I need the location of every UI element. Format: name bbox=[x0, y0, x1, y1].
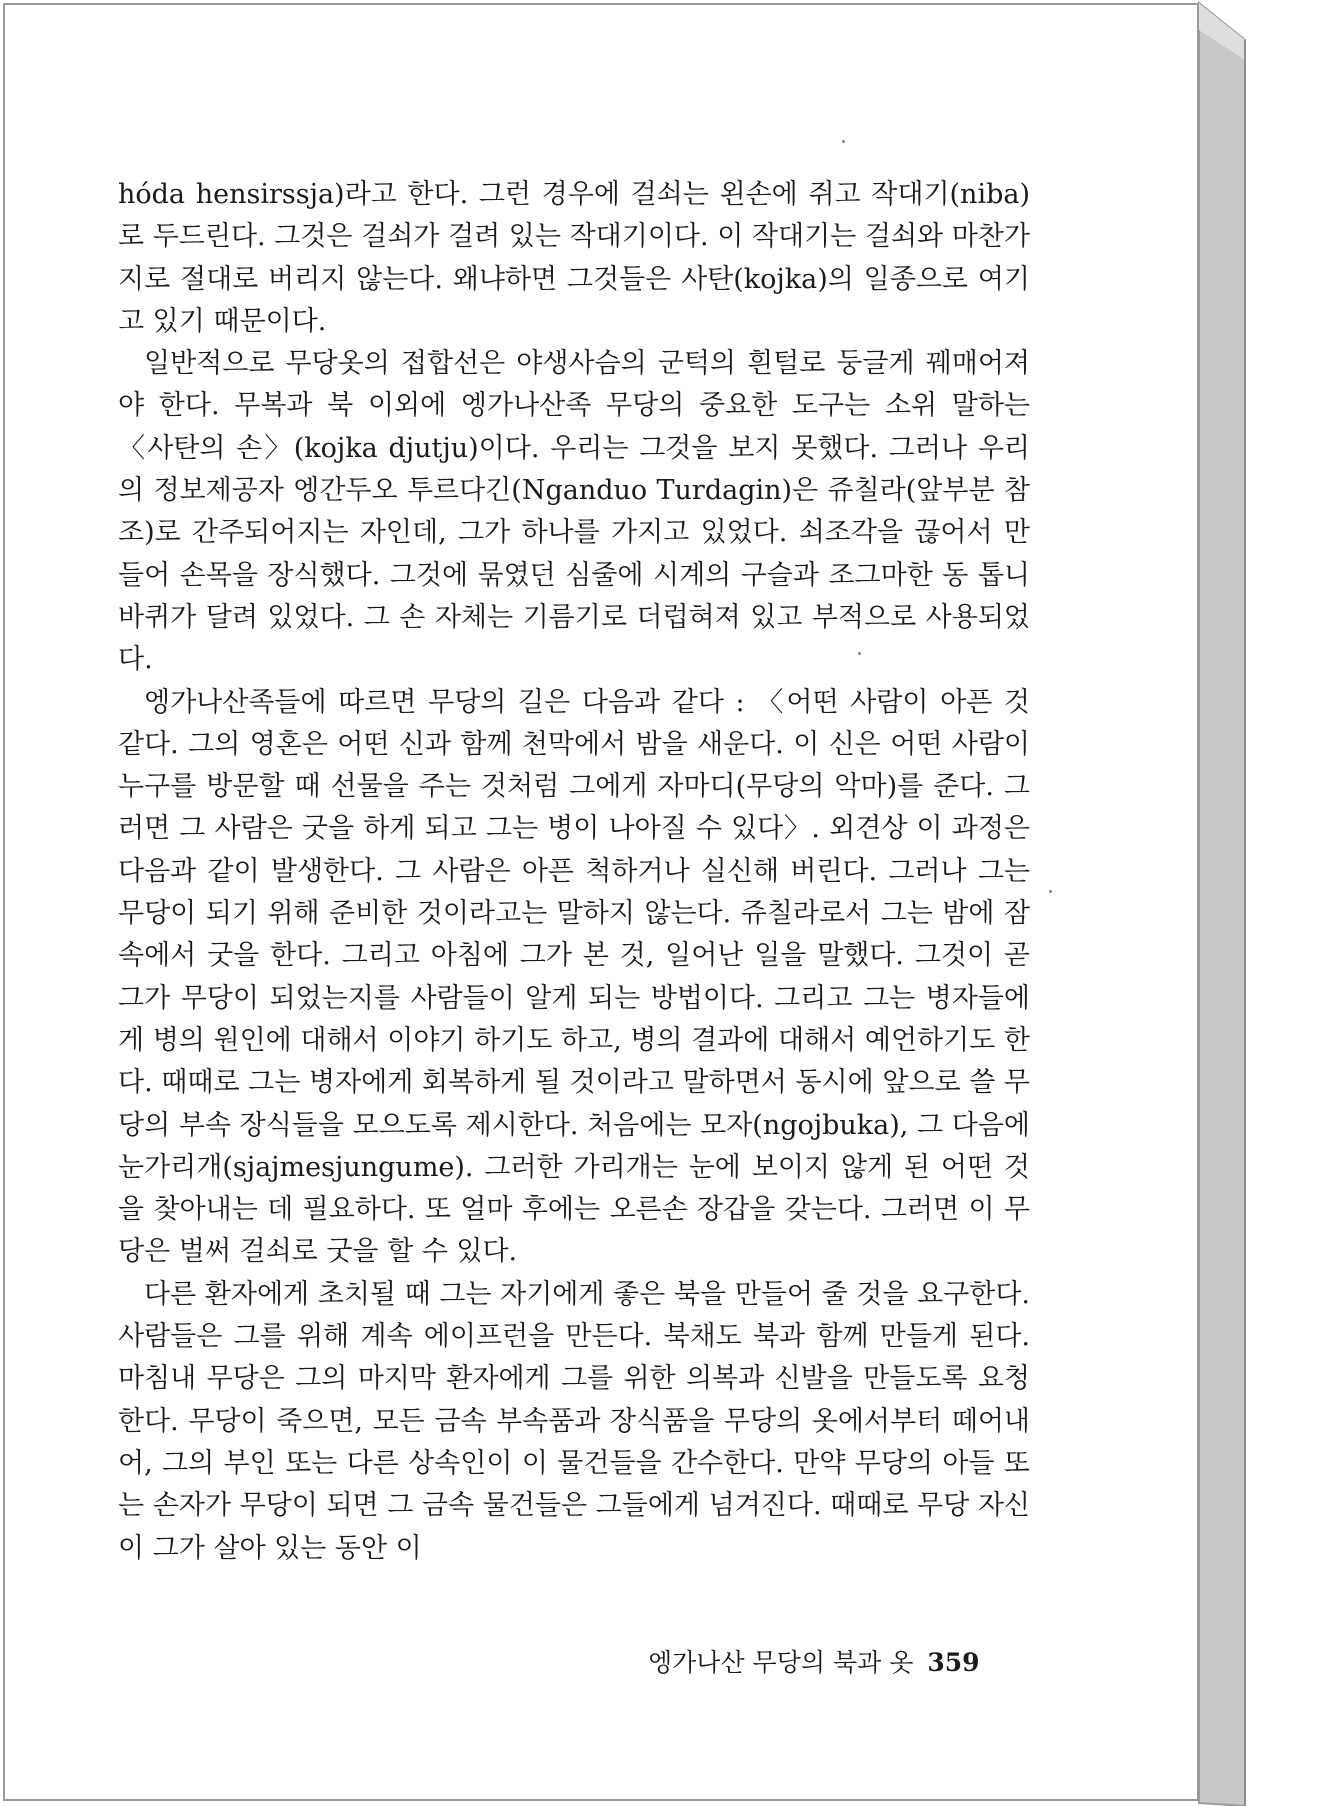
page-number: 359 bbox=[927, 1648, 980, 1677]
scan-speck bbox=[1049, 890, 1052, 893]
paragraph-1: hóda hensirssja)라고 한다. 그런 경우에 걸쇠는 왼손에 쥐고 작대기(niba)로 두드린다. 그것은 걸쇠가 걸려 있는 작대기이다. 이 작대기는 걸쇠와 마찬가지로 절대로 버리지 않는다. 왜냐하면 그것들은 사탄(kojka)의 일종으로 여기고 있기 때문이다. bbox=[118, 179, 1030, 337]
paragraph-3: 엥가나산족들에 따르면 무당의 길은 다음과 같다 : 〈어떤 사람이 아픈 것 같다. 그의 영혼은 어떤 신과 함께 천막에서 밤을 새운다. 이 신은 어떤 사람이 누구를 방문할 때 선물을 주는 것처럼 그에게 자마디(무당의 악마)를 준다. 그러면 그 사람은 굿을 하게 되고 그는 병이 나아질 수 있다〉. 외견상 이 과정은 다음과 같이 발생한다. 그 사람은 아픈 척하거나 실신해 버린다. 그러나 그는 무당이 되기 위해 준비한 것이라고는 말하지 않는다. 쥬칠라로서 그는 밤에 잠 속에서 굿을 한다. 그리고 아침에 그가 본 것, 일어난 일을 말했다. 그것이 곧 그가 무당이 되었는지를 사람들이 알게 되는 방법이다. 그리고 그는 병자들에게 병의 원인에 대해서 이야기 하기도 하고, 병의 결과에 대해서 예언하기도 한다. 때때로 그는 병자에게 회복하게 될 것이라고 말하면서 동시에 앞으로 쓸 무당의 부속 장식들을 모으도록 제시한다. 처음에는 모자(ngojbuka), 그 다음에 눈가리개(sjajmesjungume). 그러한 가리개는 눈에 보이지 않게 된 어떤 것을 찾아내는 데 필요하다. 또 얼마 후에는 오른손 장갑을 갖는다. 그러면 이 무당은 벌써 걸쇠로 굿을 할 수 있다. bbox=[118, 686, 1030, 1268]
scan-speck bbox=[842, 140, 845, 143]
body-text bbox=[118, 174, 1030, 1570]
running-title: 엥가나산 무당의 북과 옷 bbox=[648, 1648, 914, 1677]
page-footer bbox=[648, 1643, 1008, 1679]
paragraph-4: 다른 환자에게 초치될 때 그는 자기에게 좋은 북을 만들어 줄 것을 요구한다. 사람들은 그를 위해 계속 에이프런을 만든다. 북채도 북과 함께 만들게 된다. 마침내 무당은 그의 마지막 환자에게 그를 위한 의복과 신발을 만들도록 요청한다. 무당이 죽으면, 모든 금속 부속품과 장식품을 무당의 옷에서부터 떼어내어, 그의 부인 또는 다른 상속인이 이 물건들을 간수한다. 만약 무당의 아들 또는 손자가 무당이 되면 그 금속 물건들은 그들에게 넘겨진다. 때때로 무당 자신이 그가 살아 있는 동안 이 bbox=[118, 1278, 1030, 1564]
paragraph-2: 일반적으로 무당옷의 접합선은 야생사슴의 군턱의 흰털로 둥글게 꿰매어져야 한다. 무복과 북 이외에 엥가나산족 무당의 중요한 도구는 소위 말하는 〈사탄의 손〉(kojka djutju)이다. 우리는 그것을 보지 못했다. 그러나 우리의 정보제공자 엥간두오 투르다긴(Nganduo Turdagin)은 쥬칠라(앞부분 참조)로 간주되어지는 자인데, 그가 하나를 가지고 있었다. 쇠조각을 끊어서 만들어 손목을 장식했다. 그것에 묶였던 심줄에 시계의 구슬과 조그마한 동 톱니바퀴가 달려 있었다. 그 손 자체는 기름기로 더럽혀져 있고 부적으로 사용되었다. bbox=[118, 348, 1030, 676]
